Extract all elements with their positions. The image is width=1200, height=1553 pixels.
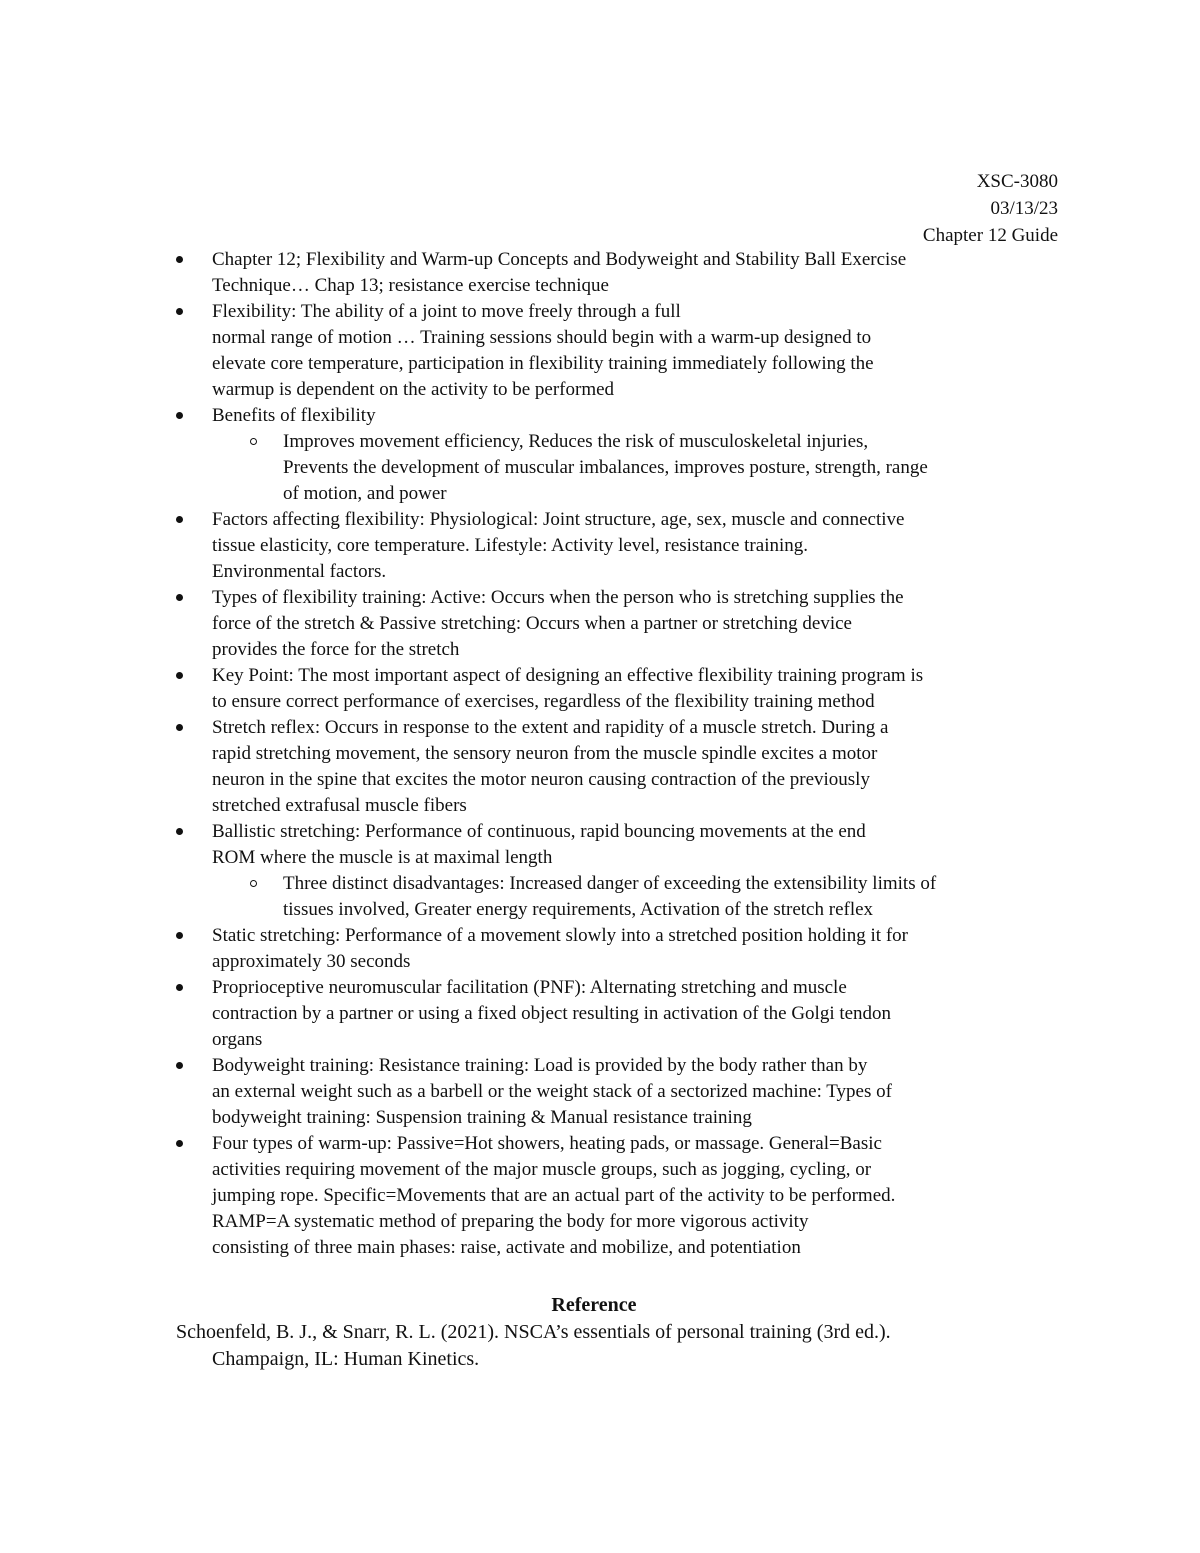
bullet-icon bbox=[176, 412, 183, 419]
list-item-line: an external weight such as a barbell or the weight stack of a sectorized machine: Types of bbox=[212, 1081, 892, 1102]
bullet-icon bbox=[176, 724, 183, 731]
circle-bullet-icon bbox=[250, 880, 257, 887]
document-date: 03/13/23 bbox=[990, 198, 1058, 219]
bullet-icon bbox=[176, 828, 183, 835]
list-item bbox=[172, 923, 1064, 975]
bullet-icon bbox=[176, 1062, 183, 1069]
list-item-line: Improves movement efficiency, Reduces the risk of musculoskeletal injuries, bbox=[283, 431, 869, 452]
list-item-line: Proprioceptive neuromuscular facilitation (PNF): Alternating stretching and muscle bbox=[212, 977, 847, 998]
list-item-line: Prevents the development of muscular imbalances, improves posture, strength, range bbox=[283, 457, 928, 478]
list-item-line: tissues involved, Greater energy requirements, Activation of the stretch reflex bbox=[283, 899, 874, 920]
bullet-icon bbox=[176, 256, 183, 263]
reference-entry bbox=[176, 1319, 1076, 1373]
list-item bbox=[172, 975, 1064, 1053]
list-item bbox=[172, 247, 1064, 299]
bullet-icon bbox=[176, 594, 183, 601]
list-item-line: Technique… Chap 13; resistance exercise technique bbox=[212, 275, 609, 296]
list-item-line: Environmental factors. bbox=[212, 561, 387, 582]
list-item bbox=[172, 1131, 1064, 1261]
circle-bullet-icon bbox=[250, 438, 257, 445]
bullet-icon bbox=[176, 984, 183, 991]
list-item-line: RAMP=A systematic method of preparing the body for more vigorous activity bbox=[212, 1211, 809, 1232]
list-item-line: stretched extrafusal muscle fibers bbox=[212, 795, 467, 816]
list-item bbox=[172, 507, 1064, 585]
bullet-icon bbox=[176, 516, 183, 523]
list-item-line: activities requiring movement of the major muscle groups, such as jogging, cycling, or bbox=[212, 1159, 872, 1180]
list-item-line: consisting of three main phases: raise, activate and mobilize, and potentiation bbox=[212, 1237, 801, 1258]
list-item-line: normal range of motion … Training sessions should begin with a warm-up designed to bbox=[212, 327, 872, 348]
list-item bbox=[172, 585, 1064, 663]
list-item-line: Key Point: The most important aspect of designing an effective flexibility training program is bbox=[212, 665, 924, 686]
list-item-line: to ensure correct performance of exercises, regardless of the flexibility training method bbox=[212, 691, 875, 712]
list-item-line: Stretch reflex: Occurs in response to the extent and rapidity of a muscle stretch. During a bbox=[212, 717, 889, 738]
bullet-icon bbox=[176, 932, 183, 939]
list-item-line: Three distinct disadvantages: Increased danger of exceeding the extensibility limits of bbox=[283, 873, 937, 894]
list-item-line: Ballistic stretching: Performance of continuous, rapid bouncing movements at the end bbox=[212, 821, 866, 842]
sub-list-item bbox=[172, 429, 1064, 507]
reference-heading: Reference bbox=[551, 1294, 637, 1316]
list-item-line: Flexibility: The ability of a joint to move freely through a full bbox=[212, 301, 681, 322]
list-item bbox=[172, 1053, 1064, 1131]
reference-line: Schoenfeld, B. J., & Snarr, R. L. (2021). NSCA’s essentials of personal training (3rd ed.). bbox=[176, 1321, 891, 1343]
list-item bbox=[172, 715, 1064, 819]
list-item-line: Static stretching: Performance of a movement slowly into a stretched position holding it for bbox=[212, 925, 908, 946]
list-item-line: Bodyweight training: Resistance training: Load is provided by the body rather than by bbox=[212, 1055, 868, 1076]
list-item-line: organs bbox=[212, 1029, 263, 1050]
list-item-line: of motion, and power bbox=[283, 483, 447, 504]
list-item bbox=[172, 403, 1064, 429]
sub-list-item bbox=[172, 871, 1064, 923]
list-item-line: provides the force for the stretch bbox=[212, 639, 460, 660]
list-item-line: force of the stretch & Passive stretching: Occurs when a partner or stretching device bbox=[212, 613, 852, 634]
list-item-line: Types of flexibility training: Active: Occurs when the person who is stretching supplies the bbox=[212, 587, 904, 608]
reference-line: Champaign, IL: Human Kinetics. bbox=[212, 1348, 480, 1370]
list-item-line: warmup is dependent on the activity to be performed bbox=[212, 379, 615, 400]
list-item bbox=[172, 299, 1064, 403]
list-item-line: bodyweight training: Suspension training & Manual resistance training bbox=[212, 1107, 752, 1128]
list-item-line: Four types of warm-up: Passive=Hot showers, heating pads, or massage. General=Basic bbox=[212, 1133, 882, 1154]
list-item-line: Chapter 12; Flexibility and Warm-up Concepts and Bodyweight and Stability Ball Exercise bbox=[212, 249, 907, 270]
list-item bbox=[172, 819, 1064, 871]
list-item-line: rapid stretching movement, the sensory neuron from the muscle spindle excites a motor bbox=[212, 743, 878, 764]
list-item-line: contraction by a partner or using a fixed object resulting in activation of the Golgi tendon bbox=[212, 1003, 892, 1024]
course-code: XSC-3080 bbox=[976, 171, 1058, 192]
bullet-icon bbox=[176, 1140, 183, 1147]
bullet-icon bbox=[176, 308, 183, 315]
list-item-line: jumping rope. Specific=Movements that are an actual part of the activity to be performed. bbox=[212, 1185, 896, 1206]
list-item bbox=[172, 663, 1064, 715]
document-title: Chapter 12 Guide bbox=[922, 225, 1058, 246]
list-item-line: Factors affecting flexibility: Physiological: Joint structure, age, sex, muscle and connective bbox=[212, 509, 905, 530]
list-item-line: Benefits of flexibility bbox=[212, 405, 376, 426]
list-item-line: elevate core temperature, participation in flexibility training immediately following the bbox=[212, 353, 874, 374]
list-item-line: neuron in the spine that excites the motor neuron causing contraction of the previously bbox=[212, 769, 870, 790]
bullet-list bbox=[172, 247, 1064, 1261]
bullet-icon bbox=[176, 672, 183, 679]
list-item-line: tissue elasticity, core temperature. Lifestyle: Activity level, resistance training. bbox=[212, 535, 809, 556]
list-item-line: approximately 30 seconds bbox=[212, 951, 411, 972]
document-header bbox=[923, 168, 1058, 249]
list-item-line: ROM where the muscle is at maximal length bbox=[212, 847, 553, 868]
